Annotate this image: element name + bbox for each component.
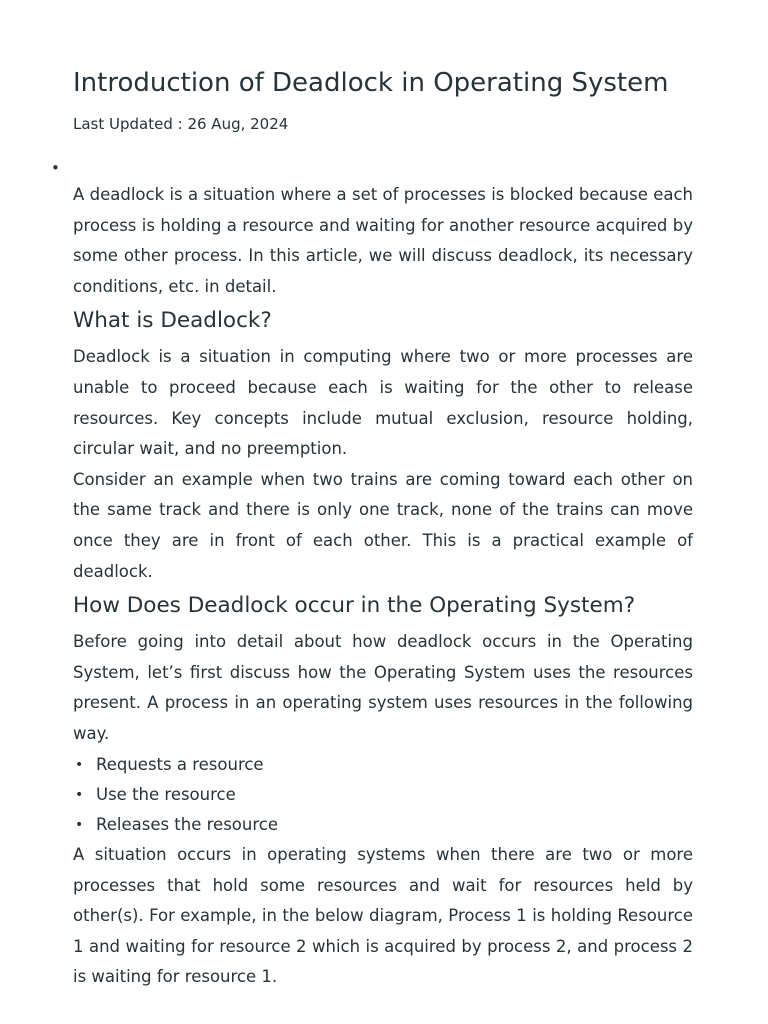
intro-paragraph: A deadlock is a situation where a set of processes is blocked because each process is holding a resource and waiting for another resource acquired by some other process. In this article, we will discuss deadlock, its necessary conditions, etc. in detail. <box>73 185 693 296</box>
bullet-icon: • <box>75 816 84 833</box>
paragraph: A situation occurs in operating systems when there are two or more processes that hold some resources and wait for resources held by other(s). For example, in the below diagram, Process 1 is holding Resource 1 and waiting for resource 2 which is acquired by process 2, and process 2 is waiting for resource 1. <box>73 845 693 987</box>
bullet-icon: • <box>51 159 60 177</box>
page-title: Introduction of Deadlock in Operating System <box>73 68 669 98</box>
list-item <box>73 810 693 840</box>
list-item-text: Releases the resource <box>96 814 278 834</box>
paragraph: Deadlock is a situation in computing where two or more processes are unable to proceed because each is waiting for the other to release resources. Key concepts include mutual exclusion, resource holding, circular wait, and no preemption. <box>73 347 693 459</box>
list-item <box>73 750 693 780</box>
paragraph: Consider an example when two trains are coming toward each other on the same track and there is only one track, none of the trains can move once they are in front of each other. This is a practical example of deadlock. <box>73 469 693 581</box>
section-heading-how-deadlock-occurs: How Does Deadlock occur in the Operating System? <box>73 593 636 619</box>
list-item <box>73 780 693 810</box>
paragraph: Before going into detail about how deadlock occurs in the Operating System, let’s first discuss how the Operating System uses the resources present. A process in an operating system uses resources in the following way. <box>73 632 693 743</box>
section-heading-what-is-deadlock: What is Deadlock? <box>73 308 272 334</box>
last-updated-date: Last Updated : 26 Aug, 2024 <box>73 115 289 133</box>
bullet-icon: • <box>75 786 84 803</box>
bullet-icon: • <box>75 756 84 773</box>
article <box>51 60 693 993</box>
resource-usage-list <box>73 750 693 841</box>
list-item-text: Use the resource <box>96 784 236 804</box>
list-item-text: Requests a resource <box>96 754 264 774</box>
